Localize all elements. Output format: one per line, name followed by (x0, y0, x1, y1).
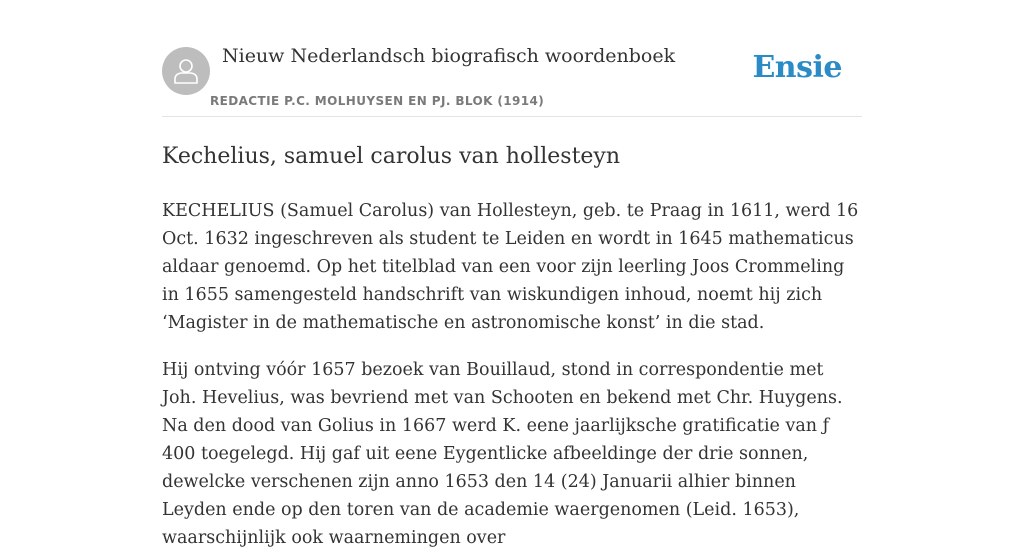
source-editors: REDACTIE P.C. MOLHUYSEN EN PJ. BLOK (1914) (210, 94, 545, 108)
user-icon (173, 57, 199, 85)
article-paragraph: KECHELIUS (Samuel Carolus) van Hollesteyn, geb. te Praag in 1611, werd 16 Oct. 1632 ingeschreven als student te Leiden en wordt in 1645 mathematicus aldaar genoemd. Op het titelblad van een voor zijn leerling Joos Crommeling in 1655 samengesteld handschrift van wiskundigen inhoud, noemt hij zich ‘Magister in de mathematische en astronomische konst’ in die stad. (162, 201, 859, 333)
article-paragraph: Hij ontving vóór 1657 bezoek van Bouillaud, stond in correspondentie met Joh. Hevelius, was bevriend met van Schooten en bekend met Chr. Huygens. Na den dood van Golius in 1667 werd K. eene jaarlijksche gratificatie van ƒ 400 toegelegd. Hij gaf uit eene Eygentlicke afbeeldinge der drie sonnen, dewelcke verschenen zijn anno 1653 den 14 (24) Januarii alhier binnen Leyden ende op den toren van de academie waergenomen (Leid. 1653), waarschijnlijk ook waarnemingen over (162, 360, 843, 548)
article-container (162, 0, 862, 552)
brand-logo[interactable]: Ensie (752, 50, 842, 85)
article-title: Kechelius, samuel carolus van hollesteyn (162, 144, 621, 169)
source-header (162, 0, 862, 117)
avatar[interactable] (162, 47, 210, 95)
source-title[interactable]: Nieuw Nederlandsch biografisch woordenboek (222, 45, 676, 67)
